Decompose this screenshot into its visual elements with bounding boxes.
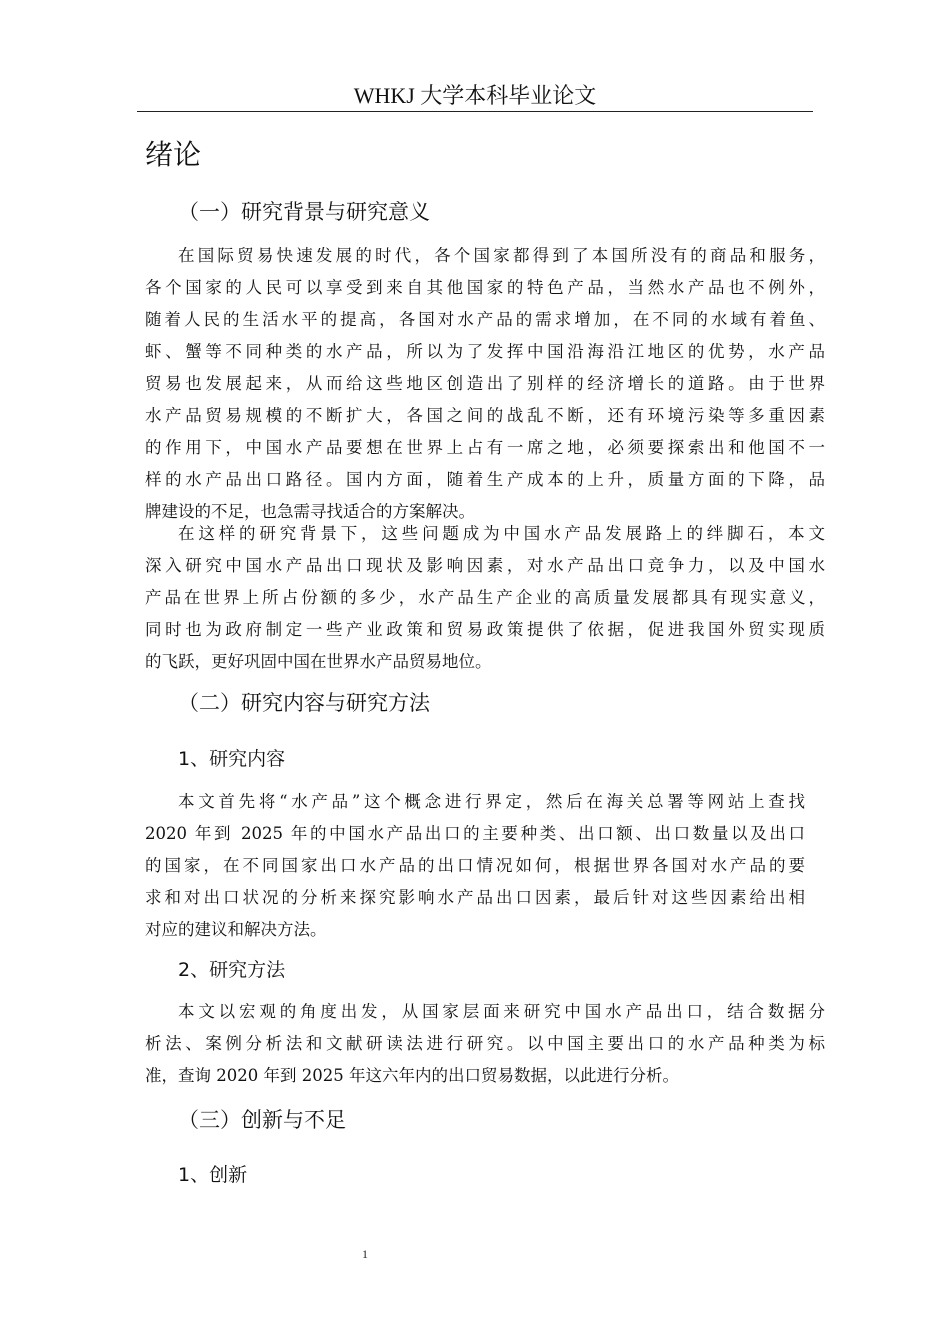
text-line: 牌建设的不足，也急需寻找适合的方案解决。 xyxy=(145,502,475,521)
text-line: 的作用下，中国水产品要想在世界上占有一席之地，必须要探索出和他国不一 xyxy=(145,438,825,457)
page-number: 1 xyxy=(362,1247,368,1261)
text-line: 的国家，在不同国家出口水产品的出口情况如何，根据世界各国对水产品的要 xyxy=(145,856,805,875)
text-line: 各个国家的人民可以享受到来自其他国家的特色产品，当然水产品也不例外， xyxy=(145,278,825,297)
text-line: 产品在世界上所占份额的多少，水产品生产企业的高质量发展都具有现实意义， xyxy=(145,588,825,607)
header-divider xyxy=(137,111,813,112)
subsection-heading-methods: 2、研究方法 xyxy=(178,959,286,981)
text-line: 本文以宏观的角度出发，从国家层面来研究中国水产品出口，结合数据分 xyxy=(178,1002,825,1021)
paragraph-content xyxy=(145,786,805,946)
section-heading-content-methods: （二）研究内容与研究方法 xyxy=(178,691,430,715)
text-line: 2020 年到 2025 年的中国水产品出口的主要种类、出口额、出口数量以及出口 xyxy=(145,824,805,843)
text-line: 本文首先将“水产品”这个概念进行界定，然后在海关总署等网站上查找 xyxy=(178,792,805,811)
text-line: 样的水产品出口路径。国内方面，随着生产成本的上升，质量方面的下降，品 xyxy=(145,470,825,489)
text-line: 求和对出口状况的分析来探究影响水产品出口因素，最后针对这些因素给出相 xyxy=(145,888,805,907)
text-line: 准，查询 2020 年到 2025 年这六年内的出口贸易数据，以此进行分析。 xyxy=(145,1066,679,1085)
text-line: 虾、蟹等不同种类的水产品，所以为了发挥中国沿海沿江地区的优势，水产品 xyxy=(145,342,825,361)
paragraph-background xyxy=(145,240,825,528)
paragraph-methods xyxy=(145,996,825,1092)
text-line: 在这样的研究背景下，这些问题成为中国水产品发展路上的绊脚石，本文 xyxy=(178,524,825,543)
subsection-heading-content: 1、研究内容 xyxy=(178,748,286,770)
text-line: 深入研究中国水产品出口现状及影响因素，对水产品出口竞争力，以及中国水 xyxy=(145,556,825,575)
text-line: 贸易也发展起来，从而给这些地区创造出了别样的经济增长的道路。由于世界 xyxy=(145,374,825,393)
chapter-title: 绪论 xyxy=(145,138,202,171)
section-heading-innovation: （三）创新与不足 xyxy=(178,1108,346,1132)
header-title: WHKJ 大学本科毕业论文 xyxy=(353,83,597,108)
text-line: 对应的建议和解决方法。 xyxy=(145,920,327,939)
paragraph-significance xyxy=(145,518,825,678)
text-line: 随着人民的生活水平的提高，各国对水产品的需求增加，在不同的水域有着鱼、 xyxy=(145,310,825,329)
text-line: 的飞跃，更好巩固中国在世界水产品贸易地位。 xyxy=(145,652,492,671)
text-line: 在国际贸易快速发展的时代，各个国家都得到了本国所没有的商品和服务， xyxy=(178,246,825,265)
subsection-heading-innovation: 1、创新 xyxy=(178,1164,248,1186)
section-heading-background: （一）研究背景与研究意义 xyxy=(178,200,430,224)
text-line: 析法、案例分析法和文献研读法进行研究。以中国主要出口的水产品种类为标 xyxy=(145,1034,825,1053)
text-line: 水产品贸易规模的不断扩大，各国之间的战乱不断，还有环境污染等多重因素 xyxy=(145,406,825,425)
text-line: 同时也为政府制定一些产业政策和贸易政策提供了依据，促进我国外贸实现质 xyxy=(145,620,825,639)
